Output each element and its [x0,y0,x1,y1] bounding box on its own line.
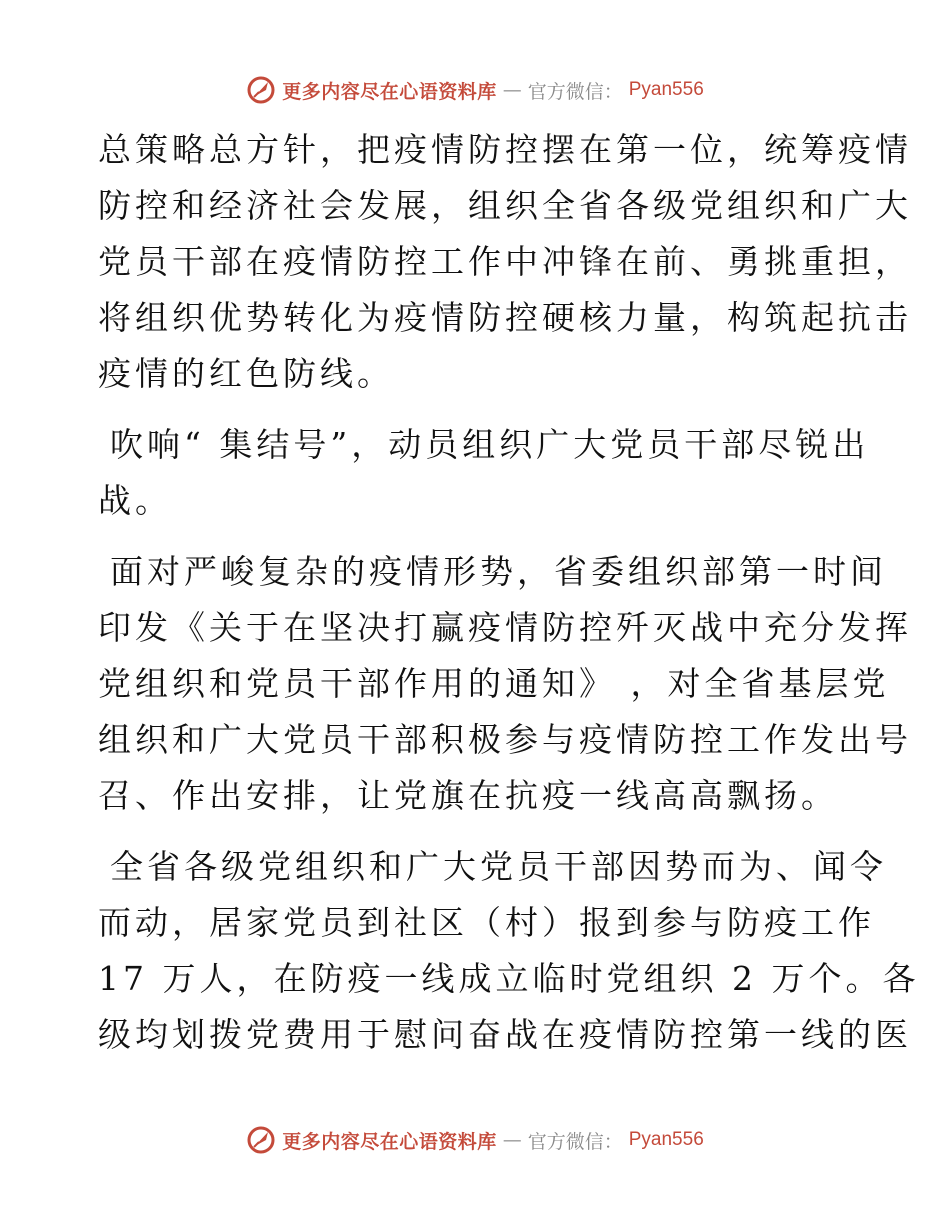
watermark-dash: — [502,1129,522,1151]
watermark-sub-text: 官方微信： [527,1130,623,1153]
text-line: 党组织和党员干部作用的通知》 ，对全省基层党 [98,664,890,703]
footer-watermark [0,1120,950,1160]
watermark-wechat-id: Pyan556 [628,1129,704,1150]
text-line: 而动，居家党员到社区（村）报到参与防疫工作 [98,903,875,942]
paragraph-4 [98,839,920,1063]
text-line: 防控和经济社会发展，组织全省各级党组织和广大 [98,186,912,225]
paragraph-2 [98,417,870,529]
text-line: 疫情的红色防线。 [98,354,394,393]
document-body [98,122,920,1078]
feather-logo-icon [246,1125,276,1155]
watermark-sub-text: 官方微信： [527,80,623,103]
text-line: 级均划拨党费用于慰问奋战在疫情防控第一线的医 [98,1015,912,1054]
paragraph-3 [98,544,912,824]
watermark-main-text: 更多内容尽在心语资料库 [282,80,497,103]
text-line: 印发《关于在坚决打赢疫情防控歼灭战中充分发挥 [98,608,912,647]
watermark-main-text: 更多内容尽在心语资料库 [282,1130,497,1153]
text-line: 吹响“ 集结号”，动员组织广大党员干部尽锐出 [110,425,870,464]
text-line: 组织和广大党员干部积极参与疫情防控工作发出号 [98,720,912,759]
header-watermark [0,70,950,110]
text-line: 战。 [98,481,172,520]
feather-logo-icon [246,75,276,105]
watermark-dash: — [502,79,522,101]
text-line: 召、作出安排，让党旗在抗疫一线高高飘扬。 [98,776,838,815]
text-line: 总策略总方针，把疫情防控摆在第一位，统筹疫情 [98,130,912,169]
text-line: 面对严峻复杂的疫情形势，省委组织部第一时间 [110,552,887,591]
text-line: 党员干部在疫情防控工作中冲锋在前、勇挑重担， [98,242,912,281]
text-line: 17 万人，在防疫一线成立临时党组织 2 万个。各 [98,959,920,998]
text-line: 全省各级党组织和广大党员干部因势而为、闻令 [110,847,887,886]
watermark-wechat-id: Pyan556 [628,79,704,100]
text-line: 将组织优势转化为疫情防控硬核力量，构筑起抗击 [98,298,912,337]
paragraph-1 [98,122,912,402]
